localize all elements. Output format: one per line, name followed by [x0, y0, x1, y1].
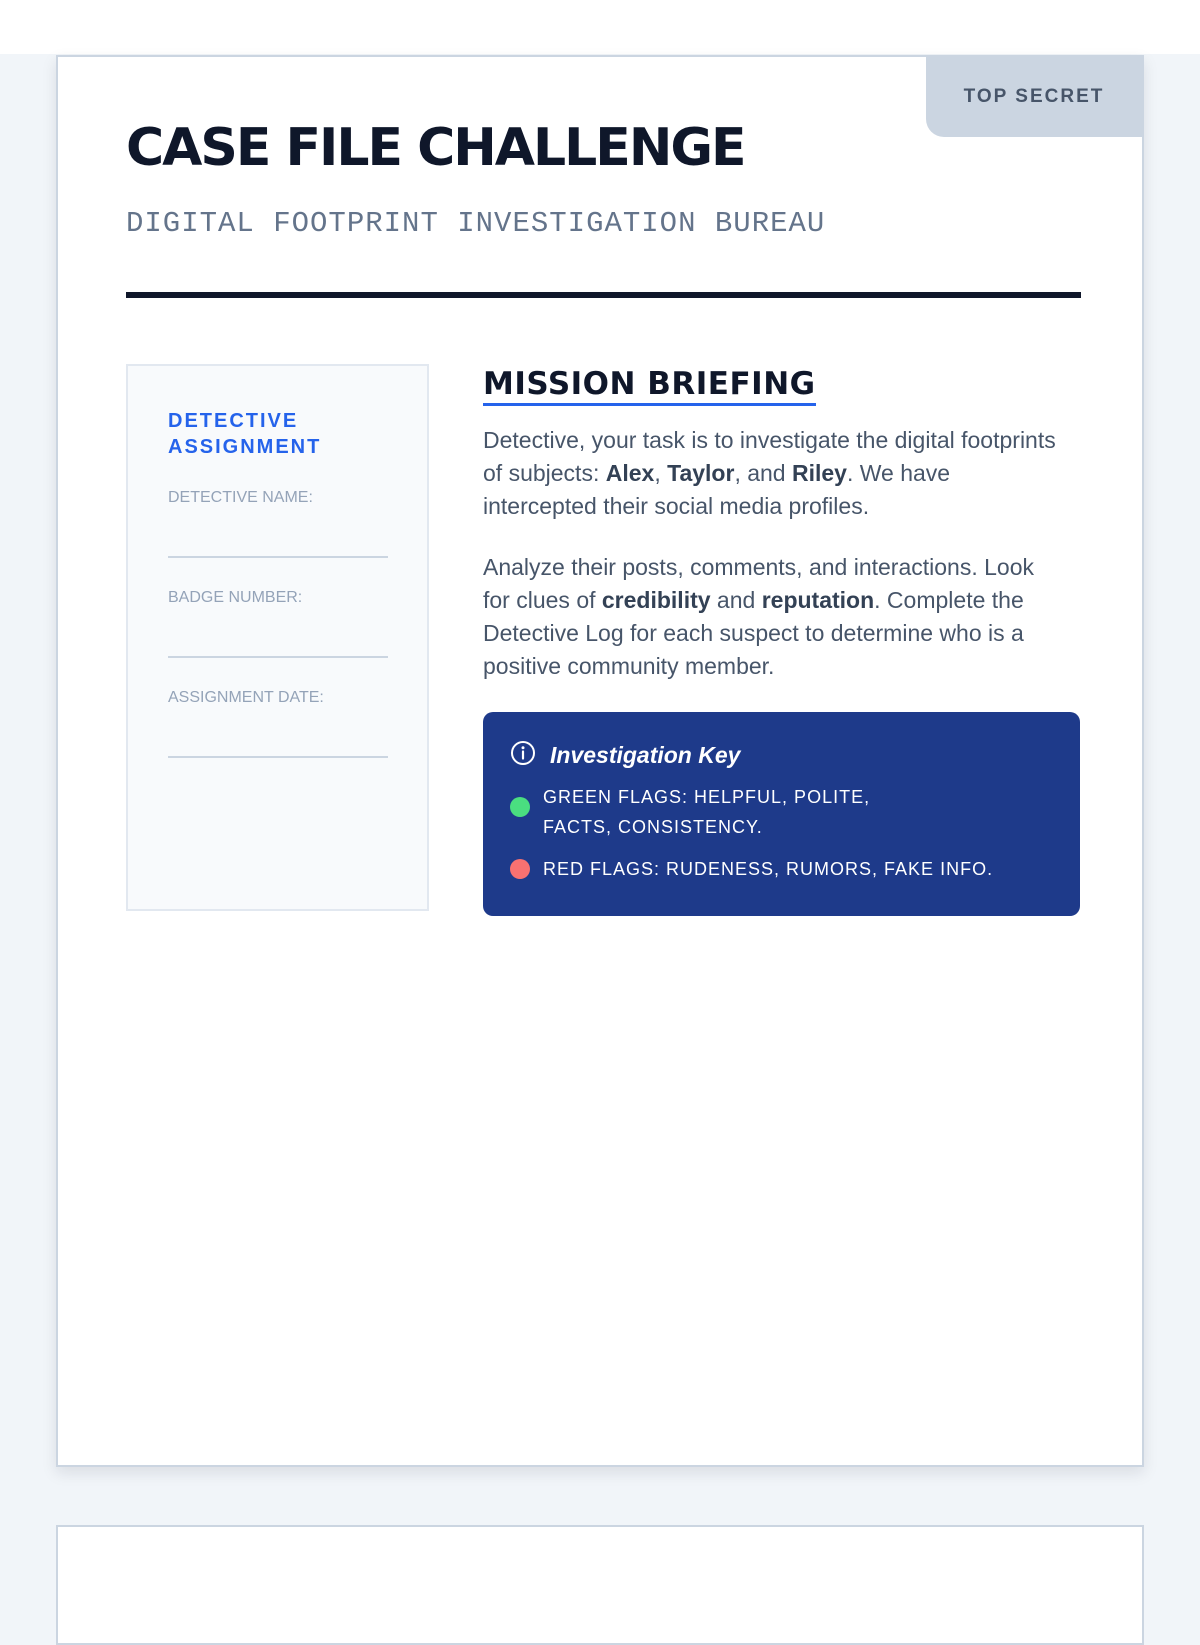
red-flag-dot	[510, 859, 530, 879]
info-icon	[510, 740, 536, 771]
page-subtitle: DIGITAL FOOTPRINT INVESTIGATION BUREAU	[126, 207, 826, 240]
badge-number-field[interactable]	[168, 656, 388, 658]
subject-alex: Alex	[605, 460, 655, 486]
subject-separator: , and	[734, 460, 792, 486]
detective-name-field[interactable]	[168, 556, 388, 558]
briefing-complete-text: . Complete the Detective Log for each suspect to determine who is a positive community member.	[483, 587, 1024, 679]
mission-briefing-title: MISSION BRIEFING	[483, 365, 816, 406]
keyword-credibility: credibility	[601, 587, 711, 613]
briefing-intro-text: Detective, your task is to investigate the digital footprints of subjects:	[483, 427, 1056, 486]
detective-assignment-panel	[126, 364, 429, 911]
top-band	[0, 0, 1200, 54]
red-flags-item	[510, 854, 993, 884]
green-flags-text: GREEN FLAGS: HELPFUL, POLITE, FACTS, CONSISTENCY.	[543, 787, 871, 837]
briefing-outro-text: . We have intercepted their social media profiles.	[483, 460, 951, 519]
badge-number-label: BADGE NUMBER:	[168, 589, 303, 606]
keyword-reputation: reputation	[761, 587, 875, 613]
green-flag-dot	[510, 797, 530, 817]
page-title: CASE FILE CHALLENGE	[126, 118, 745, 178]
investigation-key-title: Investigation Key	[550, 742, 741, 768]
header-divider	[126, 292, 1081, 298]
case-file-page	[56, 55, 1144, 1467]
briefing-paragraph-1	[483, 424, 1063, 523]
subject-separator: ,	[654, 460, 668, 486]
investigation-key-header	[510, 740, 740, 771]
red-flags-text: RED FLAGS: RUDENESS, RUMORS, FAKE INFO.	[543, 859, 994, 879]
assignment-date-label: ASSIGNMENT DATE:	[168, 689, 324, 706]
subject-taylor: Taylor	[667, 460, 735, 486]
green-flags-item	[510, 782, 940, 842]
briefing-analyze-text: Analyze their posts, comments, and interactions. Look for clues of	[483, 554, 1035, 613]
next-page	[56, 1525, 1144, 1645]
investigation-key-panel	[483, 712, 1080, 916]
assignment-title: DETECTIVE ASSIGNMENT	[168, 410, 322, 458]
detective-name-label: DETECTIVE NAME:	[168, 489, 313, 506]
briefing-and-text: and	[710, 587, 762, 613]
top-secret-stamp: TOP SECRET	[926, 57, 1142, 137]
assignment-date-field[interactable]	[168, 756, 388, 758]
subject-riley: Riley	[791, 460, 847, 486]
briefing-paragraph-2	[483, 551, 1063, 683]
